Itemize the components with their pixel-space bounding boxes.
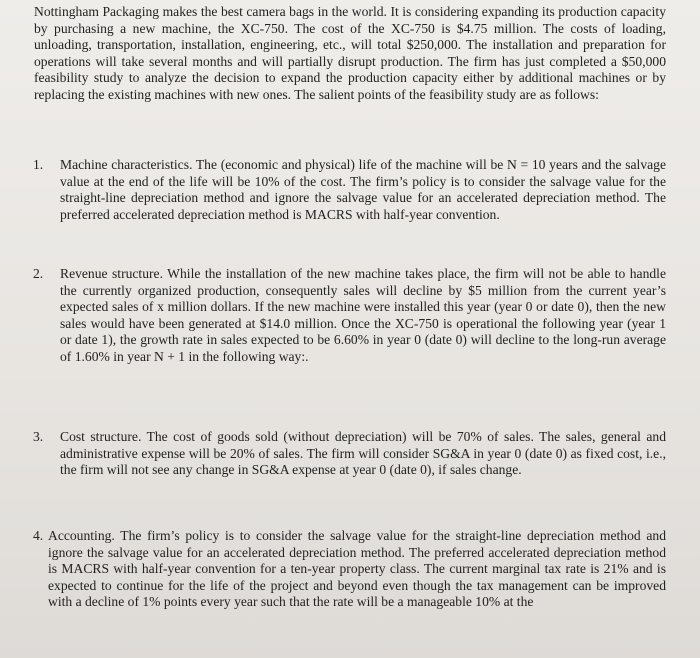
list-item-label: Accounting.: [48, 528, 115, 543]
list-item-number: 4.: [33, 528, 44, 543]
list-item-body: [60, 157, 666, 223]
list-item-text: The cost of goods sold (without depreciation) will be 70% of sales. The sales, general and administrative expense will be 20% of sales. The firm will consider SG&A in year 0 (date 0) as fixed cost, i.e., the firm will not see any change in SG&A expense at year 0 (date 0), if sales change.: [60, 429, 666, 478]
list-item-body: [60, 266, 666, 366]
list-item-number: 3.: [33, 429, 44, 444]
list-item-label: Cost structure.: [60, 429, 142, 444]
list-item-text: While the installation of the new machine takes place, the firm will not be able to handle the currently organized production, consequently sales will decline by $5 million from the current year’s expected sales of x million dollars. If the new machine were installed this year (year 0 or date 0), then the new sales would have been generated at $14.0 million. Once the XC-750 is operational the following year (year 1 or date 1), the growth rate in sales expected to be 6.60% in year 0 (date 0) will decline to the long-run average of 1.60% in year N + 1 in the following way:.: [60, 266, 666, 364]
list-item-label: Machine characteristics.: [60, 157, 193, 172]
list-item-body: [60, 429, 666, 479]
intro-paragraph: Nottingham Packaging makes the best camera bags in the world. It is considering expanding its production capacity by purchasing a new machine, the XC-750. The cost of the XC-750 is $4.75 million. The costs of loading, unloading, transportation, installation, engineering, etc., will total $250,000. The installation and preparation for operations will take several months and will partially disrupt production. The firm has just completed a $50,000 feasibility study to analyze the decision to expand the production capacity either by additional machines or by replacing the existing machines with new ones. The salient points of the feasibility study are as follows:: [34, 4, 666, 102]
list-item-text: The firm’s policy is to consider the salvage value for the straight-line depreciation method and ignore the salvage value for an accelerated depreciation method. The preferred accelerated depreciation method is MACRS with half-year convention for a ten-year property class. The current marginal tax rate is 21% and is expected to continue for the life of the project and beyond even though the tax management can be improved with a decline of 1% points every year such that the rate will be a manageable 10% at the: [48, 528, 666, 610]
list-item-label: Revenue structure.: [60, 266, 163, 281]
list-item-body: [48, 528, 666, 611]
list-item-number: 1.: [33, 157, 44, 172]
list-item-number: 2.: [33, 266, 44, 281]
list-item-text: The (economic and physical) life of the machine will be N = 10 years and the salvage value at the end of the life will be 10% of the cost. The firm’s policy is to consider the salvage value for the straight-line depreciation method and ignore the salvage value for an accelerated depreciation method. The preferred accelerated depreciation method is MACRS with half-year convention.: [60, 157, 666, 222]
